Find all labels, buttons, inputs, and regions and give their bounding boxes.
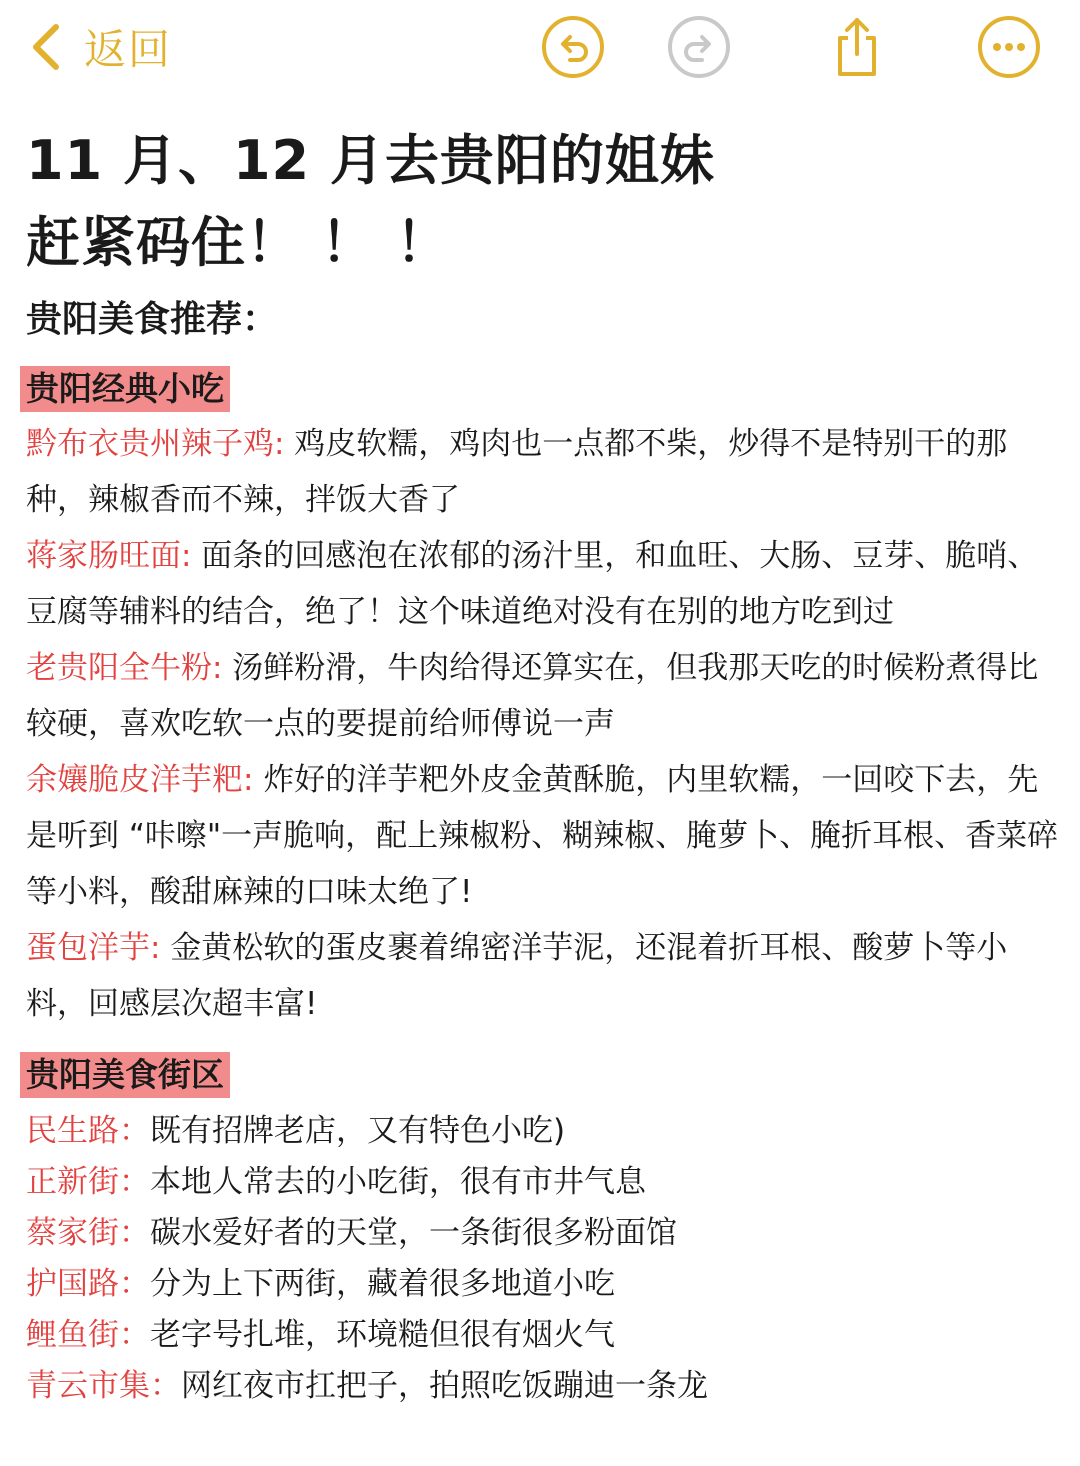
street-entry bbox=[26, 1106, 1060, 1157]
street-entry bbox=[26, 1259, 1060, 1310]
street-name: 民生路 bbox=[26, 1113, 119, 1149]
snack-separator: : bbox=[150, 930, 161, 966]
snack-name: 余孃脆皮洋芋粑 bbox=[26, 762, 243, 798]
street-description: 碳水爱好者的天堂，一条街很多粉面馆 bbox=[150, 1215, 677, 1251]
street-description: 既有招牌老店，又有特色小吃) bbox=[150, 1113, 566, 1149]
undo-button[interactable] bbox=[540, 14, 606, 80]
snack-name: 蛋包洋芋 bbox=[26, 930, 150, 966]
snack-entry bbox=[26, 416, 1060, 528]
street-list bbox=[26, 1106, 1060, 1412]
snack-entry bbox=[26, 528, 1060, 640]
undo-icon bbox=[540, 14, 606, 80]
street-entry bbox=[26, 1157, 1060, 1208]
snack-name: 蒋家肠旺面 bbox=[26, 538, 181, 574]
more-button[interactable] bbox=[976, 14, 1042, 80]
snack-description: 鸡皮软糯，鸡肉也一点都不柴，炒得不是特别干的那种，辣椒香而不辣，拌饭大香了 bbox=[26, 426, 1008, 518]
street-name: 蔡家街 bbox=[26, 1215, 119, 1251]
street-separator: ： bbox=[119, 1164, 150, 1200]
street-name: 护国路 bbox=[26, 1266, 119, 1302]
snack-entry bbox=[26, 752, 1060, 920]
street-separator: ： bbox=[119, 1215, 150, 1251]
back-label: 返回 bbox=[84, 25, 173, 74]
street-separator: ： bbox=[150, 1368, 181, 1404]
street-description: 老字号扎堆，环境糙但很有烟火气 bbox=[150, 1317, 615, 1353]
street-separator: ： bbox=[119, 1317, 150, 1353]
share-button[interactable] bbox=[824, 14, 890, 80]
more-icon bbox=[976, 14, 1042, 80]
section-tag-snacks: 贵阳经典小吃 bbox=[20, 366, 230, 412]
street-description: 本地人常去的小吃街，很有市井气息 bbox=[150, 1164, 646, 1200]
toolbar bbox=[0, 0, 1080, 96]
back-button[interactable] bbox=[26, 18, 172, 76]
street-name: 鲤鱼街 bbox=[26, 1317, 119, 1353]
note-content[interactable] bbox=[26, 120, 1060, 1412]
snack-description: 汤鲜粉滑，牛肉给得还算实在，但我那天吃的时候粉煮得比较硬，喜欢吃软一点的要提前给师傅说一声 bbox=[26, 650, 1039, 742]
street-entry bbox=[26, 1361, 1060, 1412]
note-title bbox=[26, 120, 1060, 284]
snack-entry bbox=[26, 640, 1060, 752]
redo-icon bbox=[666, 14, 732, 80]
snack-name: 黔布衣贵州辣子鸡 bbox=[26, 426, 274, 462]
snack-description: 面条的回感泡在浓郁的汤汁里，和血旺、大肠、豆芽、脆哨、豆腐等辅料的结合，绝了！这个味道绝对没有在别的地方吃到过 bbox=[26, 538, 1039, 630]
snack-separator: : bbox=[274, 426, 285, 462]
street-entry bbox=[26, 1208, 1060, 1259]
street-description: 网红夜市扛把子，拍照吃饭蹦迪一条龙 bbox=[181, 1368, 708, 1404]
street-entry bbox=[26, 1310, 1060, 1361]
snack-description: 金黄松软的蛋皮裹着绵密洋芋泥，还混着折耳根、酸萝卜等小料，回感层次超丰富! bbox=[26, 930, 1008, 1022]
snack-entry bbox=[26, 920, 1060, 1032]
snack-name: 老贵阳全牛粉 bbox=[26, 650, 212, 686]
street-description: 分为上下两街，藏着很多地道小吃 bbox=[150, 1266, 615, 1302]
street-separator: ： bbox=[119, 1113, 150, 1149]
title-line-1: 11 月、12 月去贵阳的姐妹 bbox=[26, 129, 715, 192]
note-subtitle: 贵阳美食推荐： bbox=[26, 299, 279, 340]
snack-description: 炸好的洋芋粑外皮金黄酥脆，内里软糯，一回咬下去，先是听到 “咔嚓"一声脆响，配上辣椒粉、糊辣椒、腌萝卜、腌折耳根、香菜碎等小料，酸甜麻辣的口味太绝了! bbox=[26, 762, 1059, 910]
title-line-2: 赶紧码住！ ！ ！ bbox=[26, 211, 451, 274]
street-name: 正新街 bbox=[26, 1164, 119, 1200]
share-icon bbox=[824, 14, 890, 80]
chevron-left-icon bbox=[26, 21, 66, 73]
snack-separator: : bbox=[243, 762, 254, 798]
snack-separator: : bbox=[181, 538, 192, 574]
snack-list bbox=[26, 416, 1060, 1032]
street-separator: ： bbox=[119, 1266, 150, 1302]
street-name: 青云市集 bbox=[26, 1368, 150, 1404]
redo-button[interactable] bbox=[666, 14, 732, 80]
section-tag-streets: 贵阳美食街区 bbox=[20, 1052, 230, 1098]
snack-separator: : bbox=[212, 650, 223, 686]
